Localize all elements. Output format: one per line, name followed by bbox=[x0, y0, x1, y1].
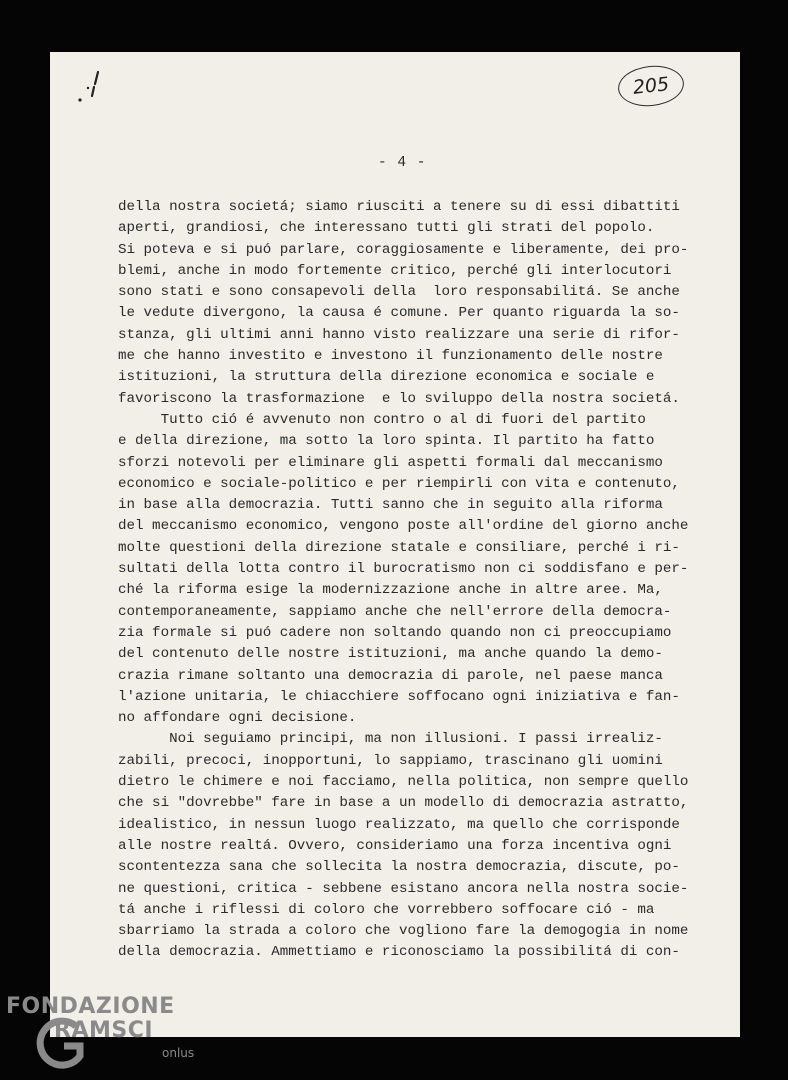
text-line: tá anche i riflessi di coloro che vorrebbero soffocare ció - ma bbox=[118, 901, 655, 918]
text-line: idealistico, in nessun luogo realizzato, ma quello che corrisponde bbox=[118, 816, 680, 833]
text-line: stanza, gli ultimi anni hanno visto realizzare una serie di rifor- bbox=[118, 326, 680, 343]
text-line: in base alla democrazia. Tutti sanno che in seguito alla riforma bbox=[118, 497, 663, 514]
text-line: blemi, anche in modo fortemente critico, perché gli interlocutori bbox=[118, 262, 672, 279]
text-line: sforzi notevoli per eliminare gli aspetti formali dal meccanismo bbox=[118, 454, 663, 471]
text-line: dietro le chimere e noi facciamo, nella politica, non sempre quello bbox=[118, 774, 689, 791]
text-line: Si poteva e si puó parlare, coraggiosamente e liberamente, dei pro- bbox=[118, 241, 689, 258]
text-line: contemporaneamente, sappiamo anche che nell'errore della democra- bbox=[118, 603, 672, 620]
text-line: le vedute divergono, la causa é comune. Per quanto riguarda la so- bbox=[118, 305, 680, 322]
text-line: del contenuto delle nostre istituzioni, ma anche quando la demo- bbox=[118, 646, 663, 663]
text-line: aperti, grandiosi, che interessano tutti gli strati del popolo. bbox=[118, 220, 655, 237]
watermark-onlus: onlus bbox=[162, 1046, 195, 1060]
text-line: ché la riforma esige la modernizzazione anche in altre aree. Ma, bbox=[118, 582, 663, 599]
text-line: della democrazia. Ammettiamo e riconosciamo la possibilitá di con- bbox=[118, 944, 680, 961]
text-line: della nostra societá; siamo riusciti a tenere su di essi dibattiti bbox=[118, 199, 680, 215]
text-line: economico e sociale-politico e per riempirli con vita e contenuto, bbox=[118, 475, 680, 492]
text-line: no affondare ogni decisione. bbox=[118, 710, 357, 727]
text-line: molte questioni della direzione statale e consiliare, perché i ri- bbox=[118, 539, 680, 556]
text-line: del meccanismo economico, vengono poste all'ordine del giorno anche bbox=[118, 518, 689, 535]
text-line: scontentezza sana che sollecita la nostra democrazia, discute, po- bbox=[118, 859, 680, 876]
text-line: sono stati e sono consapevoli della loro responsabilitá. Se anche bbox=[118, 284, 680, 301]
fondazione-gramsci-watermark bbox=[6, 994, 206, 1074]
page-number: - 4 - bbox=[378, 155, 427, 171]
text-line: istituzioni, la struttura della direzione economica e sociale e bbox=[118, 369, 655, 386]
text-line: favoriscono la trasformazione e lo sviluppo della nostra societá. bbox=[118, 390, 680, 407]
text-line: e della direzione, ma sotto la loro spinta. Il partito ha fatto bbox=[118, 433, 655, 450]
text-line: crazia rimane soltanto una democrazia di parole, nel paese manca bbox=[118, 667, 663, 684]
text-line: l'azione unitaria, le chiacchiere soffocano ogni iniziativa e fan- bbox=[118, 688, 680, 705]
text-line: sbarriamo la strada a coloro che vogliono fare la demogogia in nome bbox=[118, 923, 689, 940]
text-line: alle nostre realtá. Ovvero, consideriamo una forza incentiva ogni bbox=[118, 837, 672, 854]
handwritten-mark-icon bbox=[76, 70, 102, 106]
archive-number: 205 bbox=[631, 73, 671, 99]
text-line: Tutto ció é avvenuto non contro o al di fuori del partito bbox=[118, 411, 646, 428]
text-line: zabili, precoci, inopportuni, lo sappiamo, trascinano gli uomini bbox=[118, 752, 663, 769]
text-line: zia formale si puó cadere non soltando quando non ci preoccupiamo bbox=[118, 624, 672, 641]
watermark-line1: FONDAZIONE bbox=[6, 994, 175, 1019]
text-line: me che hanno investito e investono il funzionamento delle nostre bbox=[118, 348, 663, 365]
body-text bbox=[118, 197, 688, 964]
text-line: Noi seguiamo principi, ma non illusioni. I passi irrealiz- bbox=[118, 731, 663, 748]
text-line: sultati della lotta contro il burocratismo non ci soddisfano e per- bbox=[118, 561, 689, 578]
text-line: ne questioni, critica - sebbene esistano ancora nella nostra socie- bbox=[118, 880, 689, 897]
text-line: che si "dovrebbe" fare in base a un modello di democrazia astratto, bbox=[118, 795, 689, 812]
watermark-line2: RAMSCI bbox=[54, 1018, 154, 1043]
